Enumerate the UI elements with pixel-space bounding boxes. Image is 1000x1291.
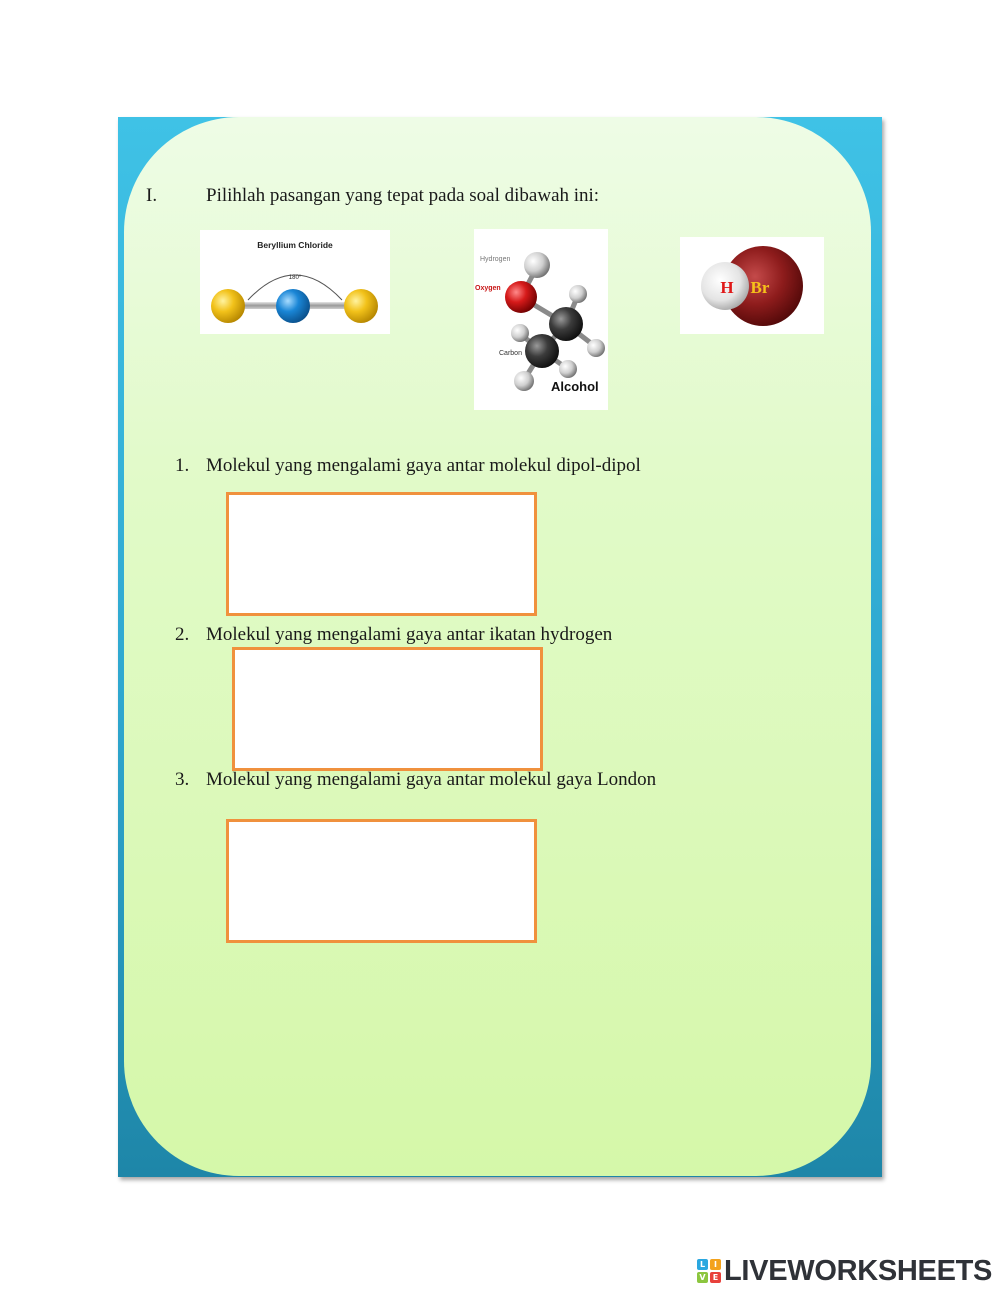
hbr-image: [680, 237, 824, 334]
carbon-atom: [549, 307, 583, 341]
hbr-br-label: Br: [750, 278, 770, 297]
instruction-text: Pilihlah pasangan yang tepat pada soal dibawah ini:: [206, 185, 600, 206]
beryllium-chloride-image: [200, 230, 390, 334]
hydrogen-atom: [569, 285, 587, 303]
chlorine-atom-left: [211, 289, 245, 323]
alcohol-image: [474, 229, 608, 410]
carbon-atom: [525, 334, 559, 368]
question-2-text: Molekul yang mengalami gaya antar ikatan hydrogen: [206, 624, 613, 645]
question-3-number: 3.: [175, 769, 190, 790]
answer-box-2[interactable]: [232, 647, 543, 771]
answer-box-3[interactable]: [226, 819, 537, 943]
oxygen-atom: [505, 281, 537, 313]
alcohol-caption: Alcohol: [551, 379, 599, 394]
hydrogen-atom: [559, 360, 577, 378]
carbon-label: Carbon: [499, 350, 522, 357]
beryllium-atom: [276, 289, 310, 323]
liveworksheets-logo: [697, 1253, 992, 1289]
logo-letter-i: I: [710, 1259, 721, 1270]
hydrogen-atom: [511, 324, 529, 342]
question-1-text: Molekul yang mengalami gaya antar molekul dipol-dipol: [206, 455, 641, 476]
question-2-number: 2.: [175, 624, 190, 645]
hydrogen-label: Hydrogen: [480, 256, 511, 263]
becl2-angle: 180°: [288, 275, 302, 281]
section-numeral: I.: [146, 185, 158, 206]
liveworksheets-logo-icon: [697, 1259, 721, 1283]
hydrogen-atom: [514, 371, 534, 391]
chlorine-atom-right: [344, 289, 378, 323]
hydrogen-atom: [587, 339, 605, 357]
logo-letter-v: V: [697, 1272, 708, 1283]
oxygen-label: Oxygen: [475, 285, 501, 292]
question-3-text: Molekul yang mengalami gaya antar molekul gaya London: [206, 769, 657, 790]
hbr-h-label: H: [720, 278, 734, 297]
logo-letter-l: L: [697, 1259, 708, 1270]
hydrogen-atom: [524, 252, 550, 278]
becl2-title: Beryllium Chloride: [257, 240, 333, 250]
liveworksheets-logo-text: LIVEWORKSHEETS: [724, 1254, 993, 1287]
question-1-number: 1.: [175, 455, 190, 476]
answer-box-1[interactable]: [226, 492, 537, 616]
logo-letter-e: E: [710, 1272, 721, 1283]
